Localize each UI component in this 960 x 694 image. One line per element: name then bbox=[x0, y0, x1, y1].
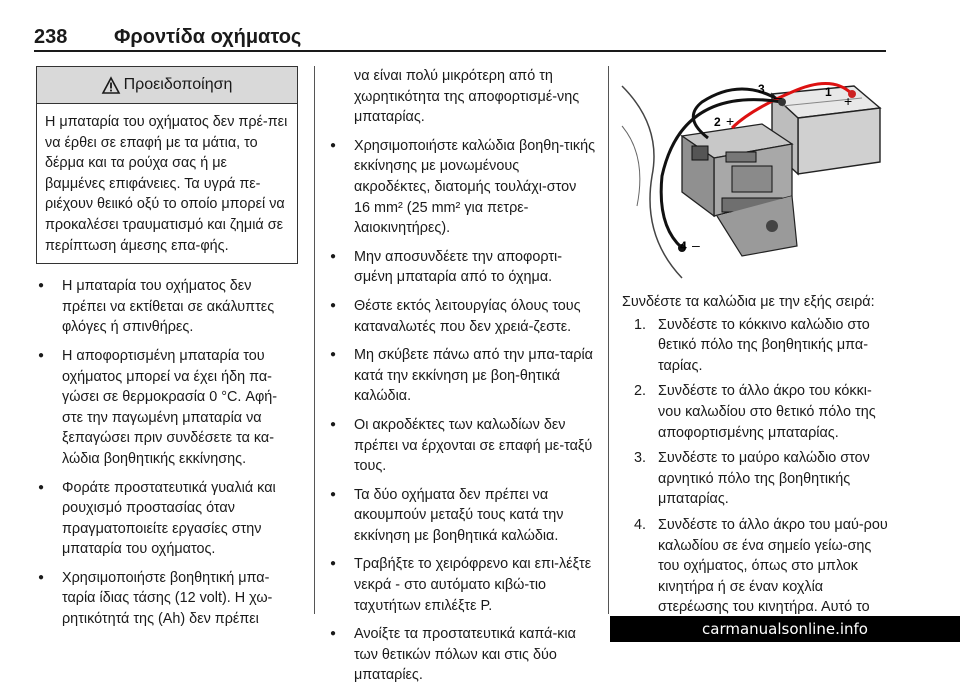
bullet-list bbox=[328, 136, 596, 686]
column-divider bbox=[314, 66, 315, 614]
figure-label: 1 bbox=[825, 85, 832, 99]
intro-text: Συνδέστε τα καλώδια με την εξής σειρά: bbox=[622, 294, 875, 310]
list-item bbox=[622, 448, 888, 510]
list-item: ● Τραβήξτε το χειρόφρενο και επι-λέξτε νεκρά - στο αυτόματο κιβώ-τιο ταχυτήτων επιλέξτε P. bbox=[328, 554, 596, 616]
warning-text: Η μπαταρία του οχήματος δεν πρέ-πει να έρθει σε επαφή με τα μάτια, το δέρμα και τα ρούχα σας ή με βαμμένες επιφάνειες. Τα υγρά πε-ριέχουν θειικό οξύ το οποίο μπορεί να προκαλέσει τραυματισμό και ζημιά σε περίπτωση άμεσης επα-φής. bbox=[45, 114, 288, 254]
list-item bbox=[622, 381, 888, 443]
column-2 bbox=[328, 66, 596, 694]
bullet-list bbox=[36, 276, 298, 630]
list-item: ● Ανοίξτε τα προστατευτικά καπά-κια των θετικών πόλων και στις δύο μπαταρίες. bbox=[328, 624, 596, 686]
list-item: ● Χρησιμοποιήστε βοηθητική μπα-ταρία ίδιας τάσης (12 volt). Η χω-ρητικότητά της (Ah) δεν πρέπει bbox=[36, 568, 298, 630]
list-item: ● Η μπαταρία του οχήματος δεν πρέπει να εκτίθεται σε ακάλυπτες φλόγες ή σπινθήρες. bbox=[36, 276, 298, 338]
figure-label: 2 bbox=[714, 115, 721, 129]
warning-header bbox=[37, 67, 297, 104]
svg-text:+: + bbox=[844, 93, 853, 109]
figure-label: 4 bbox=[680, 239, 687, 253]
page-header bbox=[34, 12, 886, 52]
list-item: ● Μη σκύβετε πάνω από την μπα-ταρία κατά την εκκίνηση με βοη-θητικά καλώδια. bbox=[328, 345, 596, 407]
svg-text:–: – bbox=[692, 237, 700, 253]
list-item: ● Μην αποσυνδέετε την αποφορτι-σμένη μπαταρία από το όχημα. bbox=[328, 247, 596, 288]
list-item: ● Χρησιμοποιήστε καλώδια βοηθη-τικής εκκίνησης με μονωμένους ακροδέκτες, διατομής τουλάχι-στον 16 mm² (25 mm² για πετρε-λαιοκινητήρες). bbox=[328, 136, 596, 239]
svg-text:+: + bbox=[726, 113, 735, 129]
list-item: ● Θέστε εκτός λειτουργίας όλους τους καταναλωτές που δεν χρειά-ζεστε. bbox=[328, 296, 596, 337]
page-number: 238 bbox=[34, 26, 68, 48]
step-text: Συνδέστε το κόκκινο καλώδιο στο θετικό πόλο της βοηθητικής μπα-ταρίας. bbox=[658, 316, 870, 374]
column-1 bbox=[36, 66, 298, 638]
column-3 bbox=[622, 66, 888, 623]
list-item: ● Οι ακροδέκτες των καλωδίων δεν πρέπει να έρχονται σε επαφή με-ταξύ τους. bbox=[328, 415, 596, 477]
list-item: ● Φοράτε προστατευτικά γυαλιά και ρουχισμό προστασίας όταν πραγματοποιείτε εργασίες στην μπαταρία του οχήματος. bbox=[36, 478, 298, 560]
warning-title: Προειδοποίηση bbox=[123, 75, 233, 93]
list-item: ● Η αποφορτισμένη μπαταρία του οχήματος μπορεί να έχει ήδη πα-γώσει σε θερμοκρασία 0 °C. Αφή-στε την παγωμένη μπαταρία να ξεπαγώσει πριν συνδέσετε τα κα-λώδια βοηθητικής εκκίνησης. bbox=[36, 346, 298, 470]
steps-list bbox=[622, 315, 888, 618]
step-number: 4. bbox=[634, 516, 647, 533]
step-number: 2. bbox=[634, 383, 647, 400]
step-number: 3. bbox=[634, 450, 647, 467]
page-title: Φροντίδα οχήματος bbox=[114, 26, 302, 48]
list-item bbox=[622, 515, 888, 618]
svg-text:–: – bbox=[774, 89, 782, 105]
step-text: Συνδέστε το άλλο άκρο του μαύ-ρου καλωδίου σε ένα σημείο γείω-σης του οχήματος, όπως στο μπλοκ κινητήρα ή σε έναν κοχλία στερέωσης του κινητήρα. Αυτό το bbox=[658, 516, 888, 616]
watermark-footer[interactable]: carmanualsonline.info bbox=[610, 616, 960, 642]
continuation-text: να είναι πολύ μικρότερη από τη χωρητικότητα της αποφορτισμέ-νης μπαταρίας. bbox=[354, 68, 580, 126]
step-text: Συνδέστε το μαύρο καλώδιο στον αρνητικό πόλο της βοηθητικής μπαταρίας. bbox=[658, 450, 870, 508]
warning-triangle-icon bbox=[102, 77, 120, 94]
warning-box bbox=[36, 66, 298, 264]
engine-bay-drawing bbox=[622, 66, 888, 278]
step-text: Συνδέστε το άλλο άκρο του κόκκι-νου καλωδίου στο θετικό πόλο της αποφορτισμένης μπαταρίας. bbox=[658, 383, 876, 441]
list-item bbox=[622, 315, 888, 377]
step-number: 1. bbox=[634, 316, 647, 333]
column-divider bbox=[608, 66, 609, 614]
jump-start-illustration bbox=[622, 66, 888, 278]
list-item: ● Τα δύο οχήματα δεν πρέπει να ακουμπούν μεταξύ τους κατά την εκκίνηση με βοηθητικά καλώδια. bbox=[328, 485, 596, 547]
figure-label: 3 bbox=[758, 82, 765, 96]
